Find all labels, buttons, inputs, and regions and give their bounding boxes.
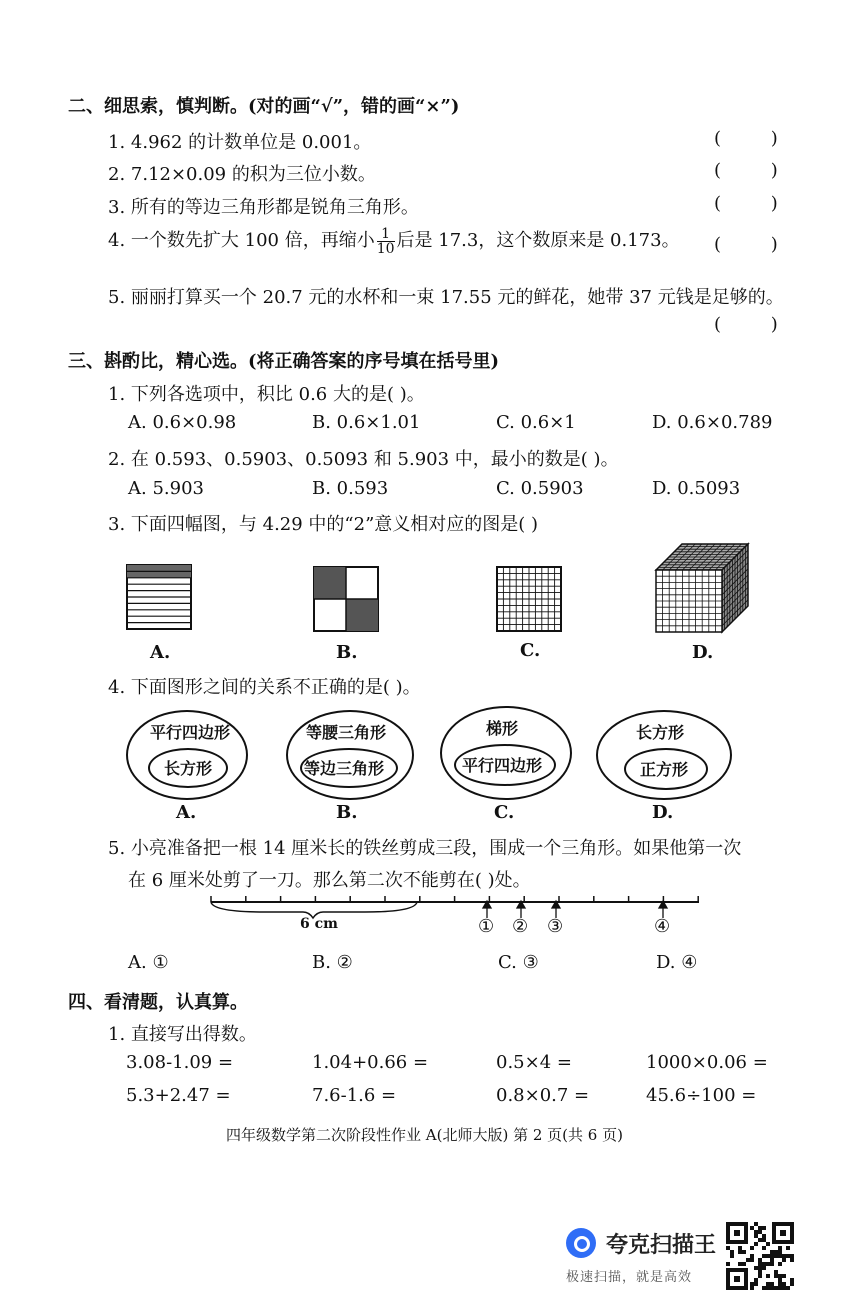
ruler-6cm-label: 6 cm — [300, 916, 338, 932]
q5-option-d[interactable]: D. ④ — [656, 952, 698, 973]
choice-q2: 2. 在 0.593、0.5903、0.5093 和 5.903 中，最小的数是( )。 — [108, 449, 619, 470]
ruler-mark-3: ③ — [547, 916, 564, 937]
judge-item-4-text-b: 后是 17.3，这个数原来是 0.173。 — [396, 230, 680, 251]
calc-2-1: 5.3+2.47 = — [126, 1085, 231, 1106]
scanner-brand: 夸克扫描王 — [606, 1233, 717, 1258]
oval-a-label: A. — [176, 802, 197, 823]
oval-c-outer-label: 梯形 — [486, 719, 519, 738]
q5-option-a[interactable]: A. ① — [128, 952, 169, 973]
q2-option-b[interactable]: B. 0.593 — [312, 478, 389, 499]
calc-1-4: 1000×0.06 = — [646, 1052, 768, 1073]
judge-item-1: 1. 4.962 的计数单位是 0.001。 — [108, 132, 372, 153]
q5-option-b[interactable]: B. ② — [312, 952, 353, 973]
choice-q5-line1: 5. 小亮准备把一根 14 厘米长的铁丝剪成三段，围成一个三角形。如果他第一次 — [108, 838, 742, 859]
answer-blank-4[interactable]: ( ) — [714, 234, 800, 255]
figure-a-label: A. — [150, 642, 171, 663]
choice-q3: 3. 下面四幅图，与 4.29 中的“2”意义相对应的图是( ) — [108, 514, 539, 535]
oval-b-outer-label: 等腰三角形 — [306, 723, 387, 742]
fraction-numerator: 1 — [377, 227, 395, 242]
calc-1-2: 1.04+0.66 = — [312, 1052, 429, 1073]
qr-code-icon — [726, 1222, 794, 1290]
calc-2-2: 7.6-1.6 = — [312, 1085, 397, 1106]
oval-b-inner-label: 等边三角形 — [304, 759, 385, 778]
oval-c-inner-label: 平行四边形 — [462, 756, 543, 775]
fraction-denominator: 10 — [376, 240, 395, 257]
judge-item-4-text-a: 4. 一个数先扩大 100 倍，再缩小 — [108, 230, 375, 251]
judge-item-5: 5. 丽丽打算买一个 20.7 元的水杯和一束 17.55 元的鲜花，她带 37 元钱是足够的。 — [108, 287, 784, 308]
scanner-tagline: 极速扫描，就是高效 — [566, 1270, 693, 1285]
answer-blank-3[interactable]: ( ) — [714, 193, 800, 214]
figure-b-quarters — [313, 566, 379, 632]
oval-c-label: C. — [494, 802, 515, 823]
section-3-title: 三、斟酌比，精心选。(将正确答案的序号填在括号里) — [68, 351, 500, 372]
section-2-title: 二、细思索，慎判断。(对的画“√”，错的画“×”) — [68, 96, 460, 117]
oval-d-outer-label: 长方形 — [636, 723, 685, 742]
figure-c-hundredths-grid — [496, 566, 562, 632]
calc-1-3: 0.5×4 = — [496, 1052, 572, 1073]
oval-a-outer-label: 平行四边形 — [150, 723, 231, 742]
figure-d-label: D. — [692, 642, 714, 663]
calc-1-1: 3.08-1.09 = — [126, 1052, 234, 1073]
choice-q4: 4. 下面图形之间的关系不正确的是( )。 — [108, 677, 421, 698]
q1-option-a[interactable]: A. 0.6×0.98 — [128, 412, 237, 433]
oval-d-inner-label: 正方形 — [640, 760, 689, 779]
ruler-mark-2: ② — [512, 916, 529, 937]
calc-q1-title: 1. 直接写出得数。 — [108, 1024, 257, 1045]
section-4-title: 四、看清题，认真算。 — [68, 992, 248, 1013]
fraction — [377, 227, 395, 256]
figure-a-tenths — [126, 564, 194, 632]
answer-blank-5[interactable]: ( ) — [714, 314, 800, 335]
ruler-mark-4: ④ — [654, 916, 671, 937]
figure-b-label: B. — [336, 642, 358, 663]
figure-d-thousandths-cube — [652, 540, 752, 634]
q2-option-d[interactable]: D. 0.5093 — [652, 478, 741, 499]
q5-option-c[interactable]: C. ③ — [498, 952, 539, 973]
judge-item-4 — [108, 226, 680, 256]
wire-ruler — [205, 892, 705, 944]
judge-item-2: 2. 7.12×0.09 的积为三位小数。 — [108, 164, 376, 185]
page-footer: 四年级数学第二次阶段性作业 A(北师大版) 第 2 页(共 6 页) — [226, 1126, 623, 1144]
oval-d-label: D. — [652, 802, 674, 823]
oval-b-label: B. — [336, 802, 358, 823]
judge-item-3: 3. 所有的等边三角形都是锐角三角形。 — [108, 197, 419, 218]
scanner-logo-icon — [566, 1228, 596, 1258]
calc-2-3: 0.8×0.7 = — [496, 1085, 590, 1106]
q1-option-d[interactable]: D. 0.6×0.789 — [652, 412, 773, 433]
choice-q5-line2: 在 6 厘米处剪了一刀。那么第二次不能剪在( )处。 — [128, 870, 531, 891]
answer-blank-2[interactable]: ( ) — [714, 160, 800, 181]
choice-q1: 1. 下列各选项中，积比 0.6 大的是( )。 — [108, 384, 425, 405]
q2-option-c[interactable]: C. 0.5903 — [496, 478, 584, 499]
q2-option-a[interactable]: A. 5.903 — [128, 478, 204, 499]
oval-a-inner-label: 长方形 — [164, 759, 213, 778]
q1-option-c[interactable]: C. 0.6×1 — [496, 412, 576, 433]
calc-2-4: 45.6÷100 = — [646, 1085, 757, 1106]
figure-c-label: C. — [520, 640, 541, 661]
answer-blank-1[interactable]: ( ) — [714, 128, 800, 149]
ruler-mark-1: ① — [478, 916, 495, 937]
q1-option-b[interactable]: B. 0.6×1.01 — [312, 412, 421, 433]
